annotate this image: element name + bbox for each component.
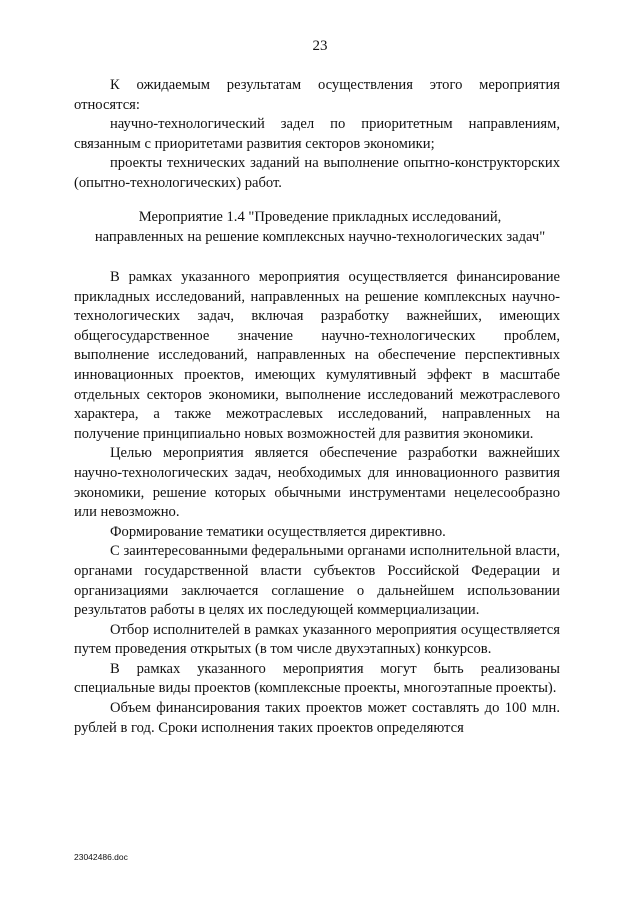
- intro-paragraph: проекты технических заданий на выполнение опытно-конструкторских (опытно-технологических) работ.: [74, 155, 560, 191]
- intro-paragraph: К ожидаемым результатам осуществления этого мероприятия относятся:: [74, 77, 560, 113]
- intro-section: [74, 76, 560, 194]
- section-heading: [60, 208, 580, 247]
- body-paragraph: Формирование тематики осуществляется директивно.: [110, 523, 446, 540]
- body-paragraph: В рамках указанного мероприятия могут быть реализованы специальные виды проектов (комплексные проекты, многоэтапные проекты).: [74, 660, 560, 697]
- section-heading-line: направленных на решение комплексных научно-технологических задач": [94, 228, 546, 245]
- intro-paragraph: научно-технологический задел по приоритетным направлениям, связанным с приоритетами развития секторов экономики;: [74, 116, 560, 152]
- body-paragraph: С заинтересованными федеральными органами исполнительной власти, органами государственной власти субъектов Российской Федерации и организациями заключается соглашение о дальнейшем использовании результатов работы в целях их последующей коммерциализации.: [74, 543, 560, 619]
- page-number: 23: [312, 38, 328, 54]
- body-section: [74, 268, 560, 738]
- document-filename-footer: 23042486.doc: [74, 852, 128, 862]
- body-paragraph: В рамках указанного мероприятия осуществляется финансирование прикладных исследований, направленных на решение комплексных научно-технологических задач, включая разработку важнейших, имеющих общегосударственное значение научно-технологических проблем, выполнение исследований, направленных на обеспечение перспективных инновационных проектов, имеющих кумулятивный эффект в масштабе отдельных секторов экономики, выполнение исследований межотраслевого характера, а также межотраслевых исследований, направленных на получение принципиально новых возможностей для развития экономики.: [74, 269, 560, 442]
- body-paragraph: Объем финансирования таких проектов может составлять до 100 млн. рублей в год. Сроки исполнения таких проектов определяются: [74, 700, 560, 736]
- body-paragraph: Отбор исполнителей в рамках указанного мероприятия осуществляется путем проведения открытых (в том числе двухэтапных) конкурсов.: [74, 621, 560, 658]
- section-heading-line: Мероприятие 1.4 "Проведение прикладных исследований,: [138, 209, 502, 225]
- body-paragraph: Целью мероприятия является обеспечение разработки важнейших научно-технологических задач, необходимых для инновационного развития экономики, решение которых обычными инструментами нецелесообразно или невозможно.: [74, 445, 560, 521]
